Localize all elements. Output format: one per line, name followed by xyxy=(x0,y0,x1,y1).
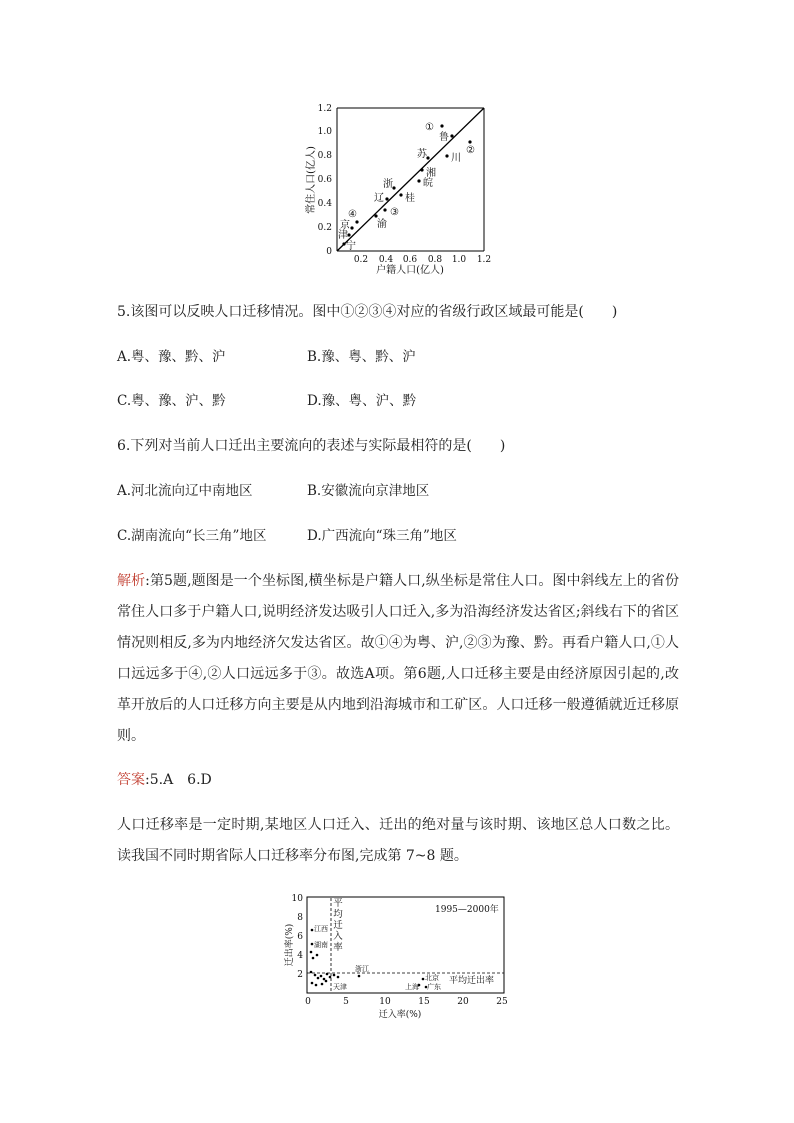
question-6-stem: 6.下列对当前人口迁出主要流向的表述与实际最相符的是( ) xyxy=(117,438,506,454)
x-tick-labels xyxy=(354,255,491,265)
point xyxy=(315,984,318,987)
point-beijing xyxy=(422,978,425,981)
x-tick: 5 xyxy=(343,997,349,1007)
point-3 xyxy=(383,208,386,211)
label-ning: 宁 xyxy=(346,241,356,252)
question-5-option-b: B.豫、粤、黔、沪 xyxy=(307,349,416,365)
y-tick: 1.0 xyxy=(317,127,332,137)
label-beijing: 北京 xyxy=(425,974,439,982)
y-axis-title: 常住人口(亿人) xyxy=(306,146,317,214)
x-tick-labels xyxy=(305,997,508,1007)
x-tick: 0 xyxy=(305,997,311,1007)
analysis-text: :第5题,题图是一个坐标图,横坐标是户籍人口,纵坐标是常住人口。图中斜线左上的省份常住人口多于户籍人口,说明经济发达吸引人口迁入,多为沿海经济发达省区;斜线右下的省区情况则相反,多为内地经济欠发达省区。故①④为粤、沪,②③为豫、黔。再看户籍人口,①人口远远多于④,②人口远远多于③。故选A项。第6题,人口迁移主要是由经济原因引起的,改革开放后的人口迁移方向主要是从内地到沿海城市和工矿区。人口迁移一般遵循就近迁移原则。 xyxy=(117,573,680,744)
point xyxy=(314,974,317,977)
svg-text:迁: 迁 xyxy=(333,920,343,931)
x-tick: 0.2 xyxy=(353,255,369,265)
label-wan: 皖 xyxy=(423,178,433,189)
svg-text:率: 率 xyxy=(333,942,343,953)
y-tick-labels xyxy=(318,104,333,257)
point-jing xyxy=(350,226,353,229)
x-tick: 20 xyxy=(457,997,469,1007)
x-tick: 10 xyxy=(379,997,391,1007)
svg-text:入: 入 xyxy=(333,931,343,942)
y-tick: 1.2 xyxy=(317,104,332,114)
point xyxy=(310,951,313,954)
point-zhejiang xyxy=(358,975,361,978)
point-hunan xyxy=(311,943,314,946)
x-tick: 1.2 xyxy=(476,255,492,265)
label-3: ③ xyxy=(390,207,399,218)
label-guangdong: 广东 xyxy=(427,983,441,991)
x-tick: 0.6 xyxy=(402,255,418,265)
label-tianjin: 天津 xyxy=(333,983,347,991)
point-gui xyxy=(399,193,402,196)
point xyxy=(310,971,313,974)
intro-paragraph: 人口迁移率是一定时期,某地区人口迁入、迁出的绝对量与该时期、该地区总人口数之比。读我国不同时期省际人口迁移率分布图,完成第 7~8 题。 xyxy=(117,817,679,864)
x-axis-title: 户籍人口(亿人) xyxy=(376,265,444,276)
chart-title: 1995—2000年 xyxy=(435,905,499,915)
label-jiangxi: 江西 xyxy=(314,925,328,933)
label-chuan: 川 xyxy=(451,153,461,164)
y-tick: 0.4 xyxy=(317,199,332,209)
svg-text:平: 平 xyxy=(333,898,343,909)
svg-text:均: 均 xyxy=(333,909,343,920)
point xyxy=(323,978,326,981)
point-wan xyxy=(417,179,420,182)
point-1 xyxy=(440,124,443,127)
avg-in-label xyxy=(333,898,343,953)
y-tick: 0 xyxy=(326,247,332,257)
x-tick: 1.0 xyxy=(451,255,467,265)
label-zhe: 浙 xyxy=(383,179,393,190)
point xyxy=(333,974,336,977)
label-jin: 津 xyxy=(338,230,348,241)
diagonal-line xyxy=(337,108,484,251)
point xyxy=(329,976,332,979)
y-tick: 2 xyxy=(297,970,303,980)
point xyxy=(326,973,329,976)
question-5-stem: 5.该图可以反映人口迁移情况。图中①②③④对应的省级行政区域最可能是( ) xyxy=(117,304,618,320)
label-2: ② xyxy=(466,145,475,156)
point xyxy=(325,980,328,983)
label-shanghai: 上海 xyxy=(405,983,419,991)
point-chuan xyxy=(445,154,448,157)
question-6-option-a: A.河北流向辽中南地区 xyxy=(117,483,253,499)
question-5-option-a: A.粤、豫、黔、沪 xyxy=(117,349,226,365)
y-tick: 6 xyxy=(297,932,303,942)
label-jing: 京 xyxy=(340,220,350,231)
answer-line xyxy=(117,770,212,790)
y-tick: 0.8 xyxy=(317,151,332,161)
label-yu: 渝 xyxy=(377,219,387,230)
question-6-option-b: B.安徽流向京津地区 xyxy=(307,483,430,499)
point xyxy=(316,954,319,957)
question-6-option-d: D.广西流向“珠三角”地区 xyxy=(307,528,457,544)
y-tick: 4 xyxy=(297,951,303,961)
y-tick: 0.6 xyxy=(317,175,332,185)
x-tick: 0.8 xyxy=(427,255,443,265)
label-liao: 辽 xyxy=(374,193,384,204)
label-1: ① xyxy=(425,122,434,133)
avg-out-label: 平均迁出率 xyxy=(449,976,495,986)
label-lu: 鲁 xyxy=(439,132,449,143)
x-axis-title: 迁入率(%) xyxy=(378,1010,422,1020)
x-tick: 15 xyxy=(418,997,430,1007)
point-xiang xyxy=(420,168,423,171)
label-su: 苏 xyxy=(417,149,427,160)
y-axis-title: 迁出率(%) xyxy=(285,923,295,967)
analysis-label: 解析 xyxy=(117,573,146,589)
answer-label: 答案 xyxy=(117,772,145,788)
label-gui: 桂 xyxy=(405,193,415,204)
question-5-option-d: D.豫、粤、沪、黔 xyxy=(307,393,417,409)
label-zhejiang: 浙江 xyxy=(355,965,369,973)
x-tick: 25 xyxy=(496,997,508,1007)
point-labels xyxy=(338,122,475,252)
point-yu xyxy=(374,214,377,217)
answer-text: :5.A 6.D xyxy=(145,772,212,788)
y-tick: 10 xyxy=(291,894,303,904)
question-6-option-c: C.湖南流向“长三角”地区 xyxy=(117,528,267,544)
point-tianjin xyxy=(337,976,340,979)
y-tick: 0.2 xyxy=(317,223,332,233)
data-points xyxy=(310,929,428,989)
label-xiang: 湘 xyxy=(426,168,436,179)
question-5-option-c: C.粤、豫、沪、黔 xyxy=(117,393,226,409)
label-hunan: 湖南 xyxy=(314,941,328,949)
point-lu xyxy=(450,134,453,137)
point xyxy=(311,982,314,985)
label-4: ④ xyxy=(348,209,357,220)
point-jiangxi xyxy=(311,929,314,932)
point xyxy=(317,977,320,980)
point xyxy=(320,975,323,978)
point-4 xyxy=(355,220,358,223)
point-liao xyxy=(385,197,388,200)
point-2 xyxy=(468,140,471,143)
chart-migration-rates xyxy=(280,888,515,1024)
analysis-paragraph xyxy=(117,566,679,752)
point xyxy=(312,957,315,960)
point xyxy=(321,983,324,986)
x-tick: 0.4 xyxy=(378,255,394,265)
y-tick: 8 xyxy=(297,913,303,923)
chart-hukou-vs-resident xyxy=(300,100,500,280)
